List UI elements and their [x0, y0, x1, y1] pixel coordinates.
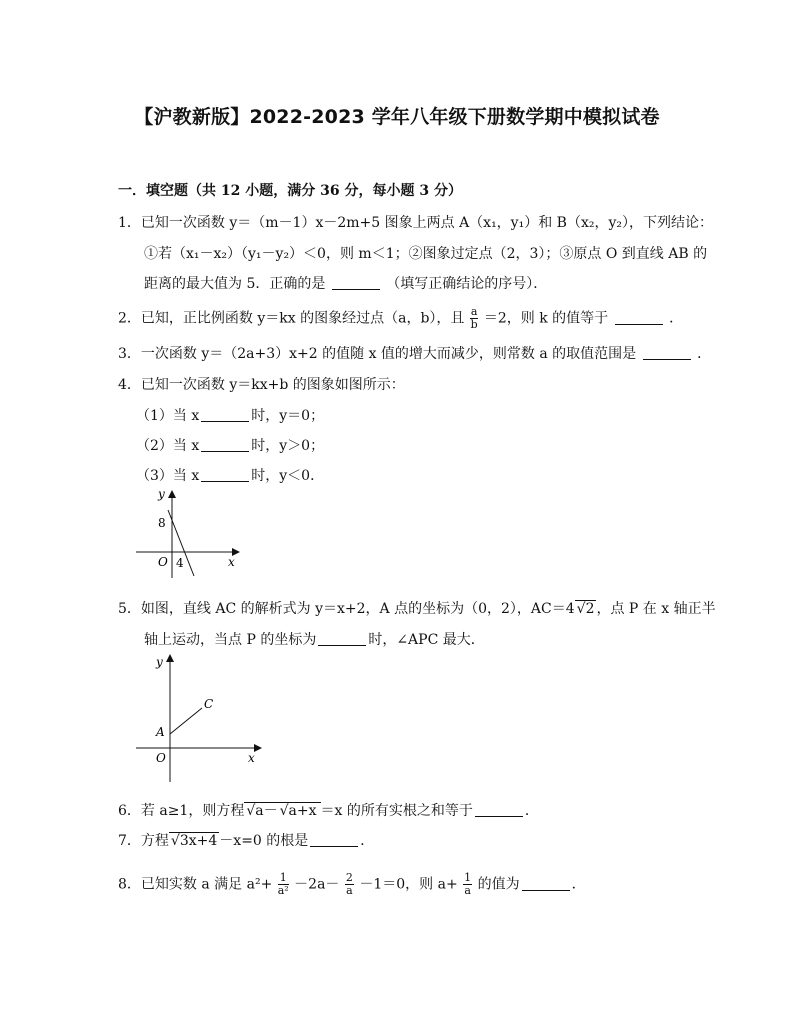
answer-blank-2[interactable] [615, 310, 663, 325]
question-4-part-2 [136, 435, 324, 455]
fraction-1-over-a-squared [278, 872, 289, 897]
answer-blank-8[interactable] [522, 876, 570, 891]
origin-label: O [156, 751, 166, 765]
question-8-text-3: －1＝0，则 a+ [359, 876, 458, 893]
question-2-text: 2．已知，正比例函数 y＝kx 的图象经过点（a，b），且 [118, 310, 465, 327]
question-8-text-4: 的值为 [477, 876, 520, 893]
question-5-line-2 [144, 629, 485, 649]
question-7-text: 7．方程 [118, 833, 169, 849]
question-2 [118, 306, 683, 331]
answer-blank-4-3[interactable] [201, 467, 249, 482]
question-6-text-2: ＝x 的所有实根之和等于 [320, 803, 473, 819]
question-6-text: 6．若 a≥1，则方程 [118, 803, 245, 819]
answer-blank-3[interactable] [643, 345, 691, 360]
x-intercept-label: 4 [176, 556, 184, 570]
sqrt-3x-4: √3x+4 [170, 833, 218, 849]
part-2-text: （2）当 x [136, 438, 200, 454]
sqrt-radicand: 2 [585, 601, 595, 617]
question-5-text-end: 时，∠APC 最大． [368, 632, 485, 648]
graph-question-5 [134, 652, 264, 784]
question-5-text-2: ，点 P 在 x 轴正半 [596, 601, 716, 617]
part-1-text-end: 时，y＝0； [251, 408, 325, 424]
question-1-line-1: 1．已知一次函数 y＝（m－1）x－2m+5 图象上两点 A（x₁，y₁）和 B（x₂，y₂），下列结论： [118, 215, 713, 231]
question-4-part-1 [136, 405, 324, 425]
part-2-text-end: 时，y＞0； [251, 438, 325, 454]
question-1-line-3 [144, 273, 547, 293]
fraction-denominator: a [464, 884, 471, 897]
y-axis-label: y [158, 488, 165, 501]
question-5-text-3: 轴上运动，当点 P 的坐标为 [144, 632, 317, 648]
section-heading: 一．填空题（共 12 小题，满分 36 分，每小题 3 分） [118, 183, 462, 199]
answer-blank-1[interactable] [332, 275, 380, 290]
question-8-text: 8．已知实数 a 满足 a²+ [118, 876, 273, 893]
point-a-label: A [156, 725, 165, 739]
fraction-numerator: 2 [345, 871, 353, 884]
question-7-text-end: ． [360, 833, 375, 849]
question-1-text-end: （填写正确结论的序号）． [386, 276, 548, 292]
sqrt-inner-radicand: a+x [288, 803, 317, 819]
x-axis-label: x [248, 751, 255, 765]
fraction-denominator: a² [277, 884, 289, 897]
segment-ac [170, 708, 202, 734]
part-3-text: （3）当 x [136, 468, 200, 484]
fraction-a-over-b [470, 306, 479, 331]
question-8 [118, 872, 586, 897]
question-5-line-1 [118, 598, 716, 618]
answer-blank-4-2[interactable] [201, 437, 249, 452]
question-1-text: 距离的最大值为 5．正确的是 [144, 276, 326, 292]
question-3-text: 3．一次函数 y＝（2a+3）x+2 的值随 x 值的增大而减少，则常数 a 的取值范围是 [118, 346, 637, 362]
question-6 [118, 800, 539, 820]
fraction-numerator: a [470, 305, 478, 318]
origin-label: O [158, 555, 168, 569]
question-6-text-end: ． [524, 803, 539, 819]
sqrt-two: √2 [576, 601, 595, 617]
point-c-label: C [204, 697, 214, 711]
fraction-denominator: b [470, 318, 478, 331]
y-intercept-label: 8 [158, 516, 166, 530]
answer-blank-5[interactable] [318, 631, 366, 646]
question-8-text-end: ． [571, 876, 586, 893]
answer-blank-6[interactable] [475, 802, 523, 817]
sqrt-radicand: 3x+4 [179, 833, 218, 849]
question-2-text-end: ． [669, 310, 684, 327]
sqrt-outer: √a－ √a+x [244, 802, 320, 819]
question-4-part-3 [136, 465, 324, 485]
fraction-denominator: a [346, 884, 353, 897]
part-3-text-end: 时，y＜0． [251, 468, 325, 484]
part-1-text: （1）当 x [136, 408, 200, 424]
question-7-text-2: －x=0 的根是 [219, 833, 309, 849]
fraction-numerator: 1 [464, 871, 472, 884]
fraction-numerator: 1 [279, 871, 287, 884]
graph-question-4 [134, 488, 244, 580]
question-3 [118, 343, 711, 363]
question-8-text-2: －2a－ [294, 876, 340, 893]
answer-blank-7[interactable] [310, 832, 358, 847]
sqrt-outer-radicand: a－ [255, 803, 278, 819]
question-4-head: 4．已知一次函数 y＝kx+b 的图象如图所示： [118, 377, 405, 393]
question-5-text: 5．如图，直线 AC 的解析式为 y＝x+2，A 点的坐标为（0，2），AC＝4 [118, 601, 575, 617]
answer-blank-4-1[interactable] [201, 407, 249, 422]
question-1-line-2: ①若（x₁－x₂）（y₁－y₂）＜0，则 m＜1；②图象过定点（2，3）；③原点 O 到直线 AB 的 [144, 246, 708, 262]
fraction-1-over-a [463, 872, 472, 897]
y-axis-label: y [156, 655, 163, 669]
question-2-text-2: ＝2，则 k 的值等于 [483, 310, 609, 327]
page-title: 【沪教新版】2022-2023 学年八年级下册数学期中模拟试卷 [134, 106, 660, 128]
sqrt-inner: √a+x [279, 803, 317, 819]
question-7 [118, 830, 374, 850]
fraction-2-over-a [345, 872, 354, 897]
question-3-text-end: ． [697, 346, 712, 362]
x-axis-label: x [228, 555, 235, 569]
